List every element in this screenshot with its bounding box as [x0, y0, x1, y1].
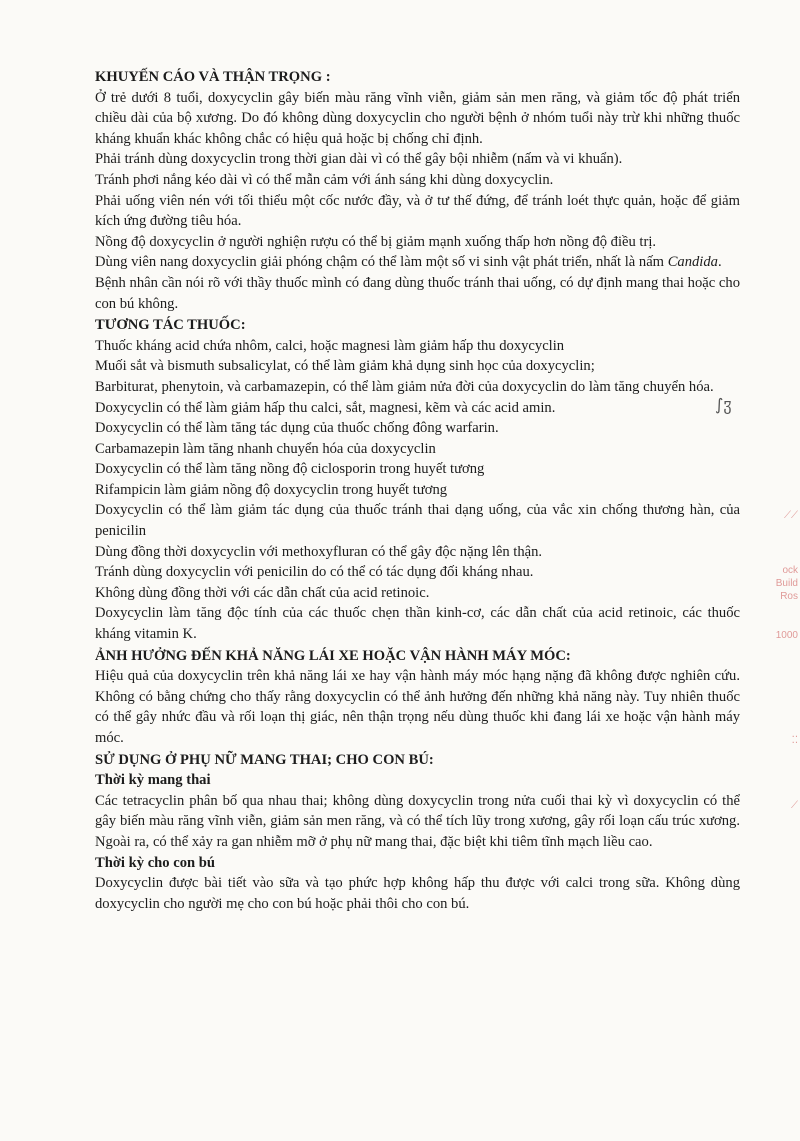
section-heading: KHUYẾN CÁO VÀ THẬN TRỌNG :	[95, 69, 331, 85]
document-body	[95, 66, 740, 914]
subsection-heading: Thời kỳ mang thai	[95, 772, 211, 789]
section-heading: TƯƠNG TÁC THUỐC:	[95, 317, 246, 334]
paragraph: Ở trẻ dưới 8 tuổi, doxycyclin gây biến màu răng vĩnh viễn, giảm sản men răng, và giảm tốc độ phát triển chiều dài của bộ xương. Do đó không dùng doxycyclin cho người bệnh ở nhóm tuổi này trừ khi những thuốc kháng khuẩn khác không chắc có hiệu quả hoặc bị chống chỉ định.	[95, 89, 740, 147]
section-heading: ẢNH HƯỞNG ĐẾN KHẢ NĂNG LÁI XE HOẶC VẬN HÀNH MÁY MÓC:	[95, 647, 571, 664]
paragraph: Không dùng đồng thời với các dẫn chất của acid retinoic.	[95, 584, 430, 601]
paragraph: Carbamazepin làm tăng nhanh chuyển hóa của doxycyclin	[95, 440, 436, 457]
paragraph: Tránh dùng doxycyclin với penicilin do có thể có tác dụng đối kháng nhau.	[95, 564, 534, 581]
paragraph: Doxycyclin có thể làm tăng tác dụng của thuốc chống đông warfarin.	[95, 420, 499, 437]
paragraph: Tránh phơi nắng kéo dài vì có thể mẫn cảm với ánh sáng khi dùng doxycyclin.	[95, 171, 554, 188]
edge-stamp-decoration: ⟋⟋ ock Build Ros 1000 ⁚⁚ ⟋	[775, 510, 798, 811]
handwritten-mark: ∫ჳ	[715, 395, 732, 414]
paragraph: Thuốc kháng acid chứa nhôm, calci, hoặc magnesi làm giảm hấp thu doxycyclin	[95, 337, 565, 354]
italic-term: Candida	[667, 254, 718, 271]
paragraph: Các tetracyclin phân bố qua nhau thai; không dùng doxycyclin trong nửa cuối thai kỳ vì doxycyclin có thể gây biến màu răng vĩnh viễn, giảm sản men răng, và có thể tích lũy trong xương, gây rối loạn cấu trúc xương. Ngoài ra, có thể xảy ra gan nhiễm mỡ ở phụ nữ mang thai, đặc biệt khi tiêm tĩnh mạch liều cao.	[95, 792, 740, 850]
paragraph: Dùng đồng thời doxycyclin với methoxyfluran có thể gây độc nặng lên thận.	[95, 543, 543, 560]
paragraph: Doxycyclin có thể làm giảm hấp thu calci, sắt, magnesi, kẽm và các acid amin.	[95, 399, 556, 416]
paragraph: Barbiturat, phenytoin, và carbamazepin, có thể làm giảm nửa đời của doxycyclin do làm tăng chuyển hóa.	[95, 378, 714, 395]
paragraph: Doxycyclin được bài tiết vào sữa và tạo phức hợp không hấp thu được với calci trong sữa. Không dùng doxycyclin cho người mẹ cho con bú hoặc phải thôi cho con bú.	[95, 875, 740, 912]
subsection-heading: Thời kỳ cho con bú	[95, 854, 216, 871]
section-heading: SỬ DỤNG Ở PHỤ NỮ MANG THAI; CHO CON BÚ:	[95, 751, 434, 768]
paragraph: Nồng độ doxycyclin ở người nghiện rượu có thể bị giảm mạnh xuống thấp hơn nồng độ điều trị.	[95, 233, 657, 250]
paragraph: Phải uống viên nén với tối thiểu một cốc nước đầy, và ở tư thế đứng, để tránh loét thực quản, hoặc để giảm kích ứng đường tiêu hóa.	[95, 192, 740, 230]
paragraph: Doxycyclin có thể làm tăng nồng độ ciclosporin trong huyết tương	[95, 461, 485, 478]
paragraph: Doxycyclin có thể làm giảm tác dụng của thuốc tránh thai dạng uống, của vắc xin chống thương hàn, của penicilin	[95, 502, 740, 540]
paragraph: Muối sắt và bismuth subsalicylat, có thể làm giảm khả dụng sinh học của doxycyclin;	[95, 358, 595, 375]
paragraph: Dùng viên nang doxycyclin giải phóng chậm có thể làm một số vi sinh vật phát triển, nhất là nấm Candida.	[95, 254, 722, 271]
paragraph: Doxycyclin làm tăng độc tính của các thuốc chẹn thần kinh-cơ, các dẫn chất của acid retinoic, các thuốc kháng vitamin K.	[95, 605, 740, 643]
paragraph: Bệnh nhân cần nói rõ với thầy thuốc mình có đang dùng thuốc tránh thai uống, có dự định mang thai hoặc cho con bú không.	[95, 274, 740, 312]
paragraph: Hiệu quả của doxycyclin trên khả năng lái xe hay vận hành máy móc hạng nặng đã không được nghiên cứu. Không có bằng chứng cho thấy rằng doxycyclin có thể ảnh hưởng đến những khả năng này. Tuy nhiên thuốc có thể gây nhức đầu và rối loạn thị giác, nên thận trọng nếu dùng thuốc khi đang lái xe hoặc vận hành máy móc.	[95, 668, 740, 746]
paragraph: Rifampicin làm giảm nồng độ doxycyclin trong huyết tương	[95, 481, 448, 498]
paragraph: Phải tránh dùng doxycyclin trong thời gian dài vì có thể gây bội nhiễm (nấm và vi khuẩn).	[95, 151, 623, 168]
